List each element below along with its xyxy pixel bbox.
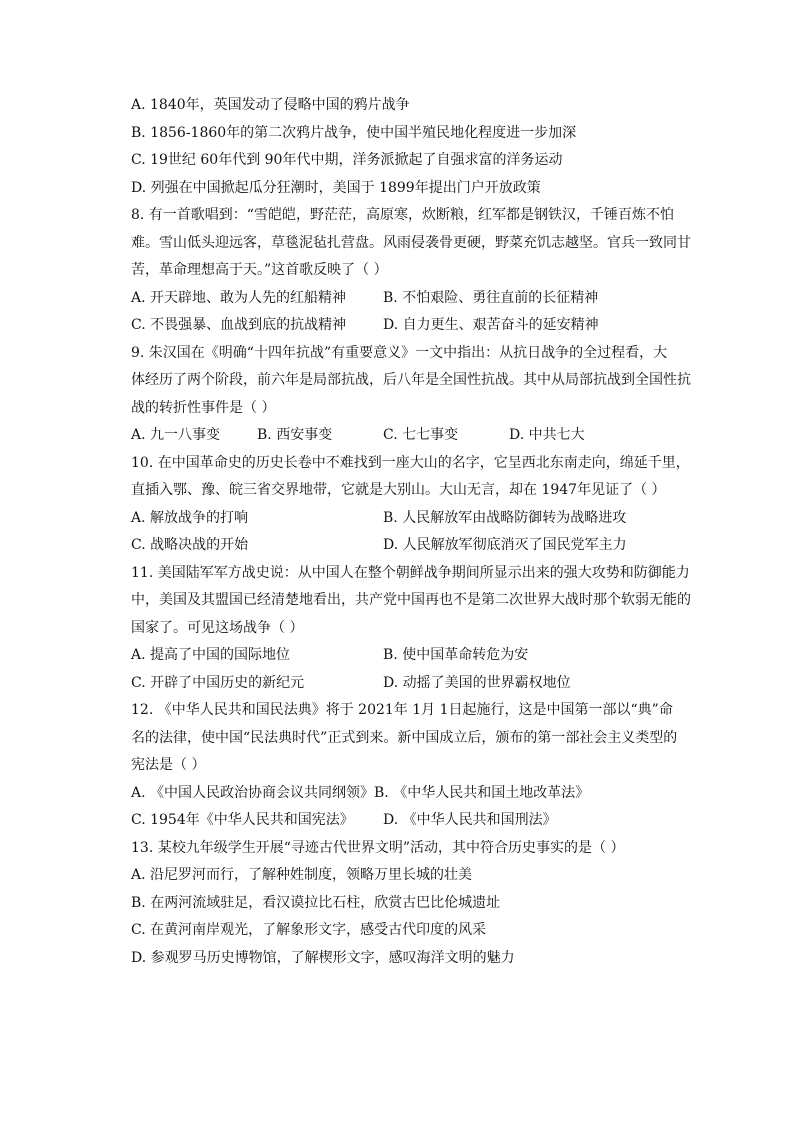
option-b: B. 不怕艰险、勇往直前的长征精神	[383, 289, 599, 306]
option-b: B. 使中国革命转危为安	[383, 647, 529, 663]
question-text: 12. 《中华人民共和国民法典》将于 2021年 1月 1日起施行，这是中国第一部以“典”命	[131, 702, 673, 718]
question-9	[131, 340, 697, 450]
option-d: D. 动摇了美国的世界霸权地位	[383, 674, 571, 691]
question-7-options	[131, 92, 697, 202]
question-text: 13. 某校九年级学生开展“寻迹古代世界文明”活动，其中符合历史事实的是（ ）	[131, 839, 625, 856]
page-content	[131, 92, 697, 972]
options-row	[131, 505, 697, 533]
question-text: 10. 在中国革命史的历史长卷中不难找到一座大山的名字，它呈西北东南走向，绵延千里，	[131, 454, 690, 471]
option-b: B. 西安事变	[257, 427, 333, 443]
option-a: A. 九一八事变	[131, 427, 221, 443]
option-c: C. 19世纪 60年代到 90年代中期，洋务派掀起了自强求富的洋务运动	[131, 152, 563, 168]
question-10	[131, 450, 697, 560]
question-text: 名的法律，使中国“民法典时代”正式到来。新中国成立后，颁布的第一部社会主义类型的	[131, 729, 678, 746]
question-text: 体经历了两个阶段，前六年是局部抗战，后八年是全国性抗战。其中从局部抗战到全国性抗	[131, 372, 691, 388]
option-b: B. 1856-1860年的第二次鸦片战争，使中国半殖民地化程度进一步加深	[131, 124, 577, 141]
question-text: 宪法是（ ）	[131, 757, 206, 773]
question-text: 苦，革命理想高于天。”这首歌反映了（ ）	[131, 262, 388, 278]
option-d: D. 人民解放军彻底消灭了国民党军主力	[383, 537, 627, 553]
option-c: C. 开辟了中国历史的新纪元	[131, 674, 305, 691]
options-row	[131, 807, 697, 835]
question-13	[131, 835, 697, 973]
options-row	[131, 285, 697, 313]
option-b: B. 人民解放军由战略防御转为战略进攻	[383, 509, 627, 526]
option-d: D. 列强在中国掀起瓜分狂潮时，美国于 1899年提出门户开放政策	[131, 179, 541, 196]
options-row	[131, 642, 697, 670]
option-a: A. 提高了中国的国际地位	[131, 647, 291, 663]
option-c: C. 战略决战的开始	[131, 537, 249, 553]
options-row	[131, 422, 697, 450]
option-d: D. 中共七大	[509, 427, 585, 443]
option-c: C. 1954年《中华人民共和国宪法》	[131, 812, 354, 828]
option-b: B. 在两河流域驻足，看汉谟拉比石柱，欣赏古巴比伦城遗址	[131, 894, 501, 911]
option-c: C. 七七事变	[383, 427, 459, 443]
option-a: A. 《中国人民政治协商会议共同纲领》	[131, 784, 375, 801]
question-text: 9. 朱汉国在《明确“十四年抗战”有重要意义》一文中指出：从抗日战争的全过程看，大	[131, 344, 668, 361]
option-d: D. 《中华人民共和国刑法》	[383, 812, 557, 828]
options-row	[131, 670, 697, 698]
option-a: A. 1840年，英国发动了侵略中国的鸦片战争	[131, 97, 410, 113]
question-8	[131, 202, 697, 340]
option-c: C. 不畏强暴、血战到底的抗战精神	[131, 317, 347, 333]
options-row	[131, 532, 697, 560]
question-text: 11. 美国陆军军方战史说：从中国人在整个朝鲜战争期间所显示出来的强大攻势和防御能力	[131, 564, 690, 581]
question-text: 中，美国及其盟国已经清楚地看出，共产党中国再也不是第二次世界大战时那个软弱无能的	[131, 592, 691, 608]
question-text: 战的转折性事件是（ ）	[131, 399, 276, 416]
option-b: B. 《中华人民共和国土地改革法》	[374, 784, 590, 801]
option-a: A. 解放战争的打响	[131, 509, 249, 526]
question-12	[131, 697, 697, 835]
question-text: 直插入鄂、豫、皖三省交界地带，它就是大别山。大山无言，却在 1947年见证了（ ）	[131, 482, 666, 498]
option-d: D. 自力更生、艰苦奋斗的延安精神	[383, 317, 599, 333]
question-11	[131, 560, 697, 698]
options-row	[131, 312, 697, 340]
question-text: 国家了。可见这场战争（ ）	[131, 619, 304, 636]
question-text: 难。雪山低头迎远客，草毯泥毡扎营盘。风雨侵袭骨更硬，野菜充饥志越坚。官兵一致同甘	[131, 234, 691, 251]
option-a: A. 开天辟地、敢为人先的红船精神	[131, 289, 347, 306]
options-row	[131, 780, 697, 808]
question-text: 8. 有一首歌唱到：“雪皑皑，野茫茫，高原寒，炊断粮，红军都是钢铁汉，千锤百炼不怕	[131, 207, 674, 223]
option-d: D. 参观罗马历史博物馆，了解楔形文字，感叹海洋文明的魅力	[131, 949, 515, 966]
option-a: A. 沿尼罗河而行，了解种姓制度，领略万里长城的壮美	[131, 867, 473, 883]
option-c: C. 在黄河南岸观光，了解象形文字，感受古代印度的风采	[131, 922, 487, 938]
